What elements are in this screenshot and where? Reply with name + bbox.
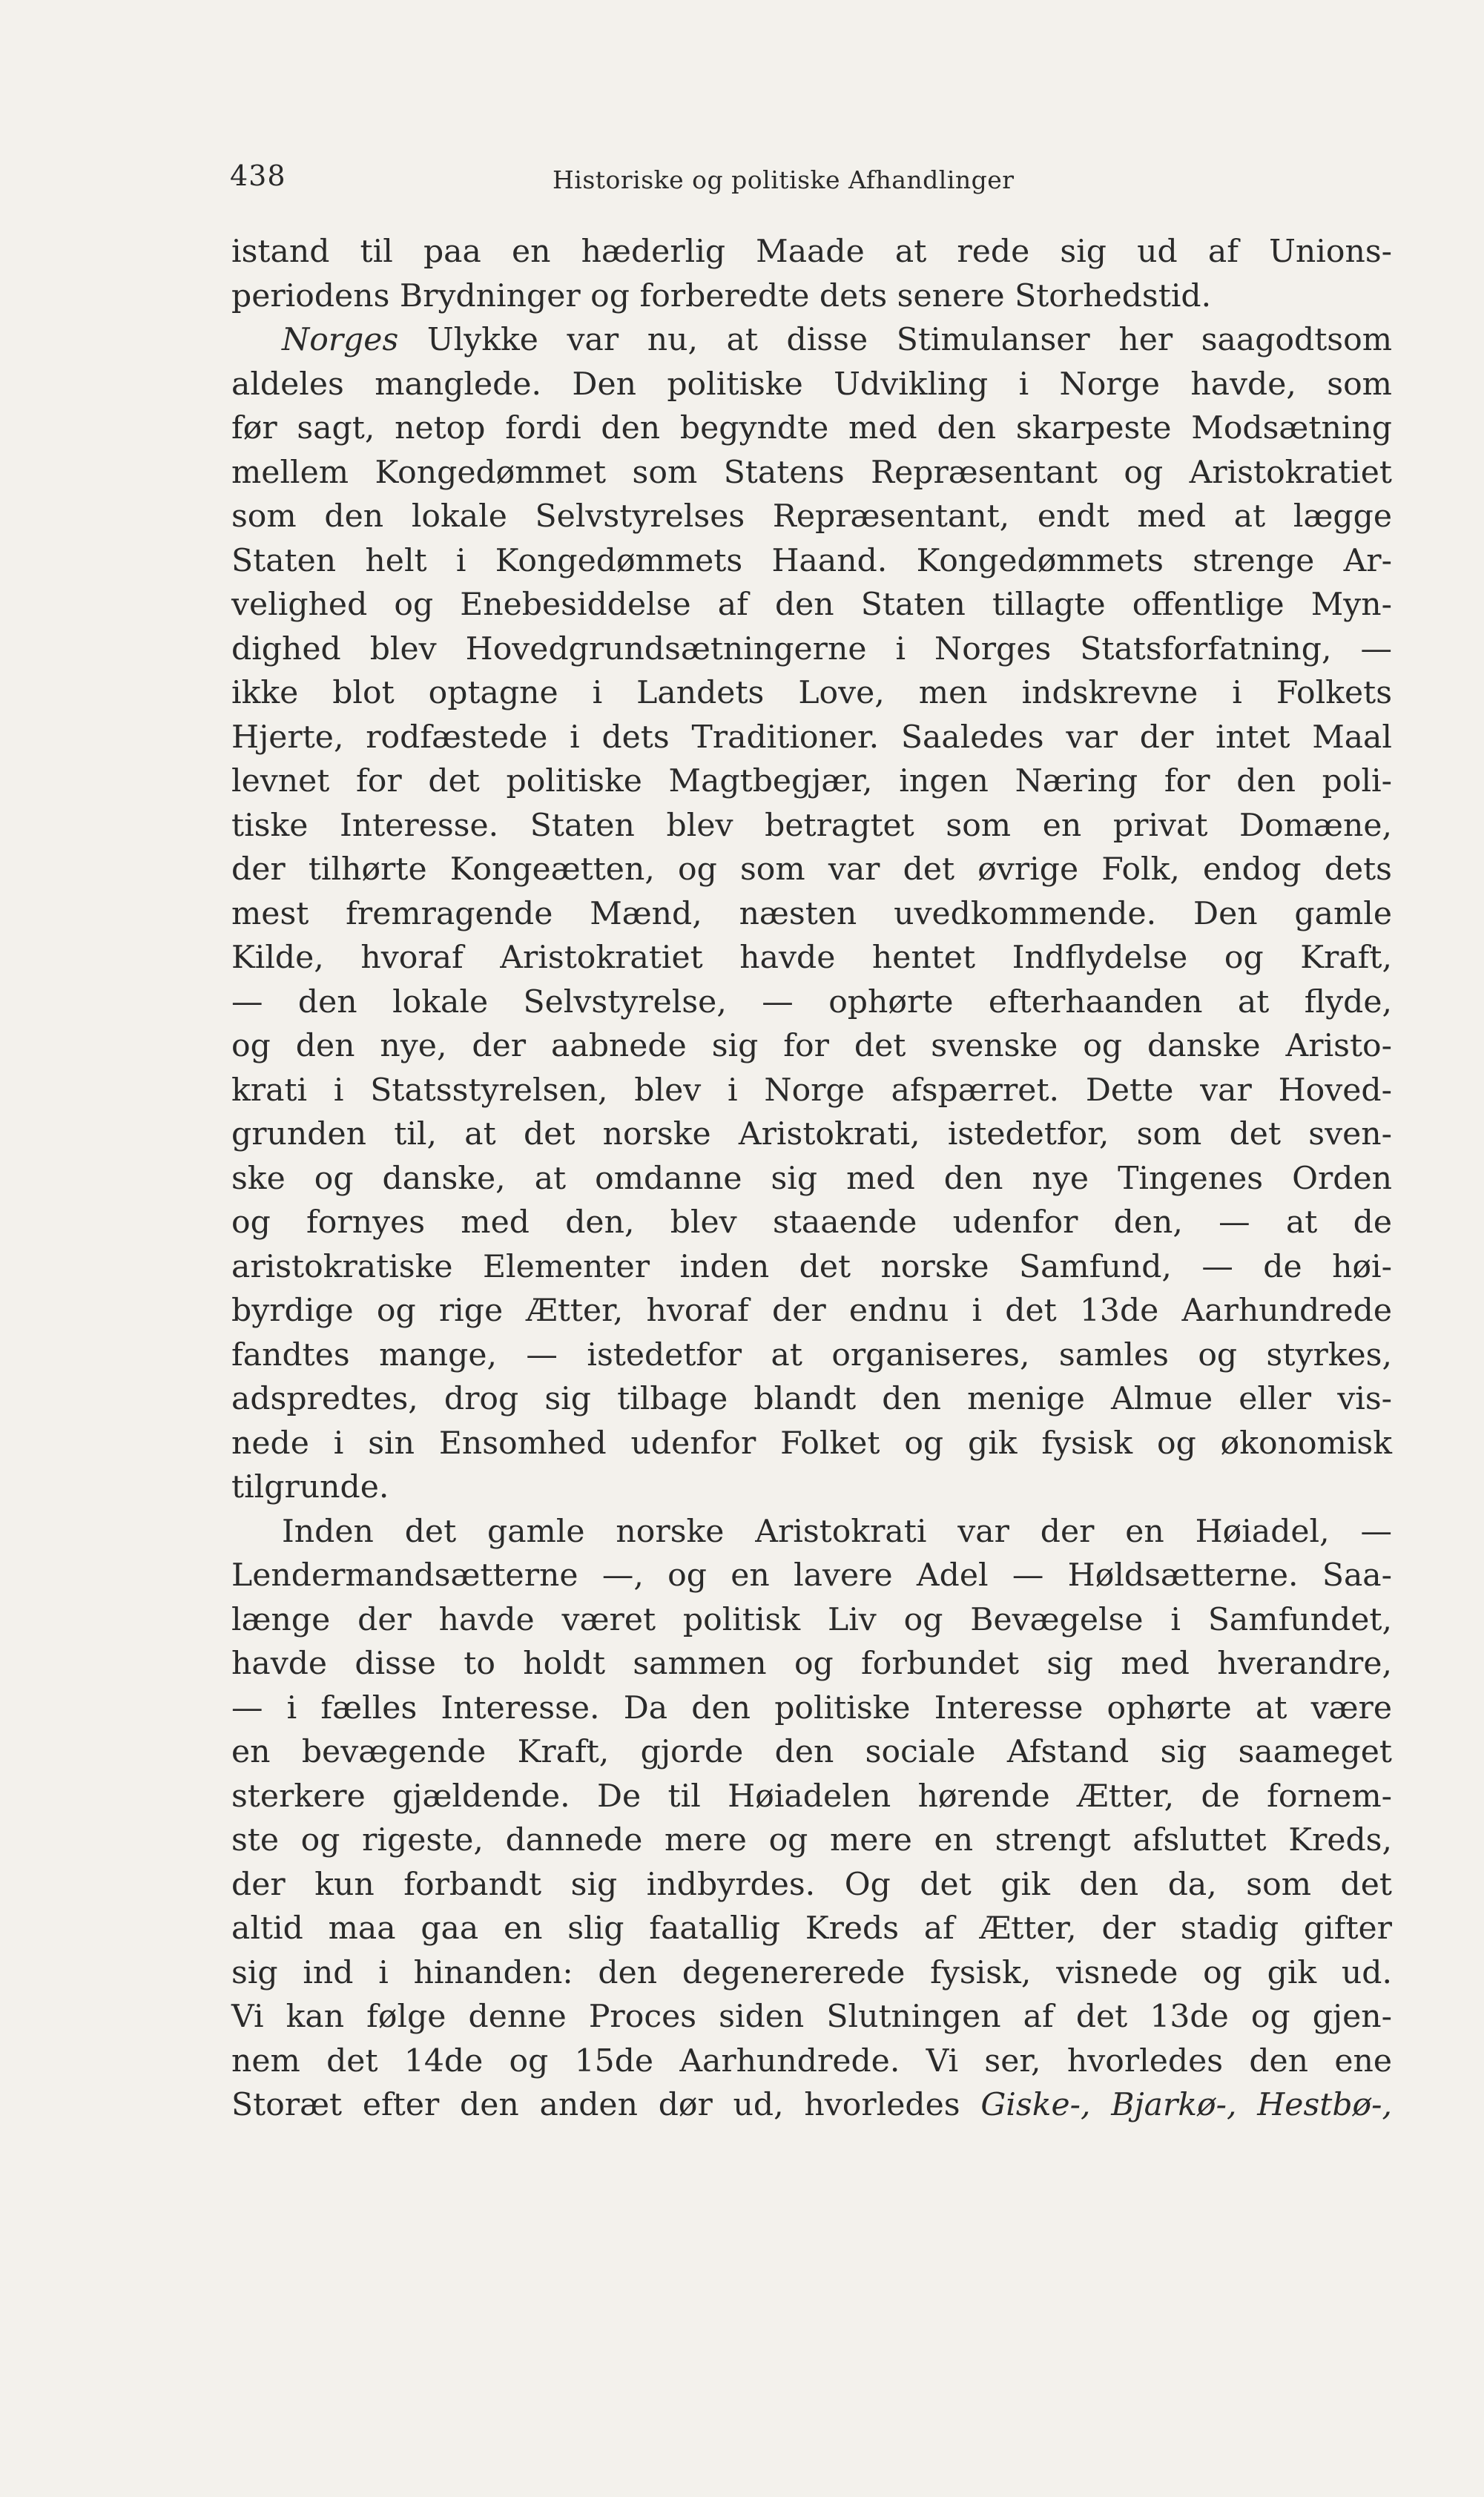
text-line — [231, 980, 1392, 1025]
text-segment: længe der havde været politisk Liv og Bevægelse i Samfundet, — [231, 1601, 1392, 1638]
text-segment: fandtes mange, — istedetfor at organiseres, samles og styrkes, — [231, 1336, 1392, 1373]
text-segment: aristokratiske Elementer inden det norske Samfund, — de høi- — [231, 1248, 1392, 1285]
text-line — [231, 1510, 1392, 1554]
text-line — [231, 1422, 1392, 1466]
text-segment: dighed blev Hovedgrundsætningerne i Norges Statsforfatning, — — [231, 630, 1392, 667]
text-segment: mest fremragende Mænd, næsten uvedkommende. Den gamle — [231, 895, 1392, 932]
text-segment: — i fælles Interesse. Da den politiske Interesse ophørte at være — [231, 1689, 1392, 1726]
text-line — [231, 1201, 1392, 1245]
text-line — [231, 1289, 1392, 1333]
text-segment: aldeles manglede. Den politiske Udvikling i Norge havde, som — [231, 366, 1392, 403]
text-segment: ste og rigeste, dannede mere og mere en strengt afsluttet Kreds, — [231, 1822, 1392, 1858]
text-segment: Storæt efter den anden dør ud, hvorledes — [231, 2087, 981, 2123]
text-line — [231, 1069, 1392, 1113]
text-segment: havde disse to holdt sammen og forbundet sig med hverandre, — [231, 1646, 1392, 1682]
text-line — [231, 1907, 1392, 1951]
text-line — [231, 759, 1392, 804]
text-line — [231, 1730, 1392, 1775]
text-segment: krati i Statsstyrelsen, blev i Norge afspærret. Dette var Hoved- — [231, 1072, 1392, 1109]
text-segment: mellem Kongedømmet som Statens Repræsentant og Aristokratiet — [231, 454, 1392, 491]
text-segment: istand til paa en hæderlig Maade at rede sig ud af Unions- — [231, 234, 1392, 270]
text-line — [231, 1465, 1392, 1510]
text-segment: adspredtes, drog sig tilbage blandt den menige Almue eller vis- — [231, 1381, 1392, 1417]
text-segment: sig ind i hinanden: den degenererede fysisk, visnede og gik ud. — [231, 1954, 1392, 1991]
text-line — [231, 892, 1392, 937]
text-segment: byrdige og rige Ætter, hvoraf der endnu i det 13de Aarhundrede — [231, 1293, 1392, 1329]
text-segment: og fornyes med den, blev staaende udenfor den, — at de — [231, 1204, 1392, 1241]
text-line — [231, 1598, 1392, 1643]
text-line — [231, 1863, 1392, 1907]
body-text — [231, 230, 1392, 2128]
text-line — [231, 2083, 1392, 2128]
text-line — [231, 451, 1392, 495]
text-line — [231, 539, 1392, 584]
text-line — [231, 1245, 1392, 1290]
text-segment: og den nye, der aabnede sig for det svenske og danske Aristo- — [231, 1028, 1392, 1064]
text-segment: ske og danske, at omdanne sig med den nye Tingenes Orden — [231, 1160, 1392, 1197]
text-segment: en bevægende Kraft, gjorde den sociale Afstand sig saameget — [231, 1734, 1392, 1770]
text-line — [231, 1554, 1392, 1598]
text-line — [231, 2039, 1392, 2084]
text-line — [231, 1995, 1392, 2039]
page-header — [230, 159, 1394, 204]
text-line — [231, 318, 1392, 363]
text-line — [231, 1642, 1392, 1686]
text-line — [231, 274, 1392, 319]
text-line — [231, 1818, 1392, 1863]
text-segment: Hjerte, rodfæstede i dets Traditioner. Saaledes var der intet Maal — [231, 719, 1392, 756]
text-segment: der kun forbandt sig indbyrdes. Og det gik den da, som det — [231, 1866, 1392, 1903]
text-line — [231, 583, 1392, 627]
text-segment: tiske Interesse. Staten blev betragtet som en privat Domæne, — [231, 807, 1392, 844]
text-segment: som den lokale Selvstyrelses Repræsentant, endt med at lægge — [231, 498, 1392, 535]
text-segment: Vi kan følge denne Proces siden Slutningen af det 13de og gjen- — [231, 1999, 1392, 2035]
text-line — [231, 406, 1392, 451]
italic-segment: Norges — [282, 322, 399, 358]
text-segment: Ulykke var nu, at disse Stimulanser her saagodtsom — [398, 322, 1392, 358]
text-segment: tilgrunde. — [231, 1469, 389, 1505]
text-segment: velighed og Enebesiddelse af den Staten tillagte offentlige Myn- — [231, 587, 1392, 623]
text-line — [231, 671, 1392, 716]
text-line — [231, 1686, 1392, 1731]
text-segment: grunden til, at det norske Aristokrati, istedetfor, som det sven- — [231, 1116, 1392, 1152]
text-line — [231, 936, 1392, 980]
text-segment: — den lokale Selvstyrelse, — ophørte efterhaanden at flyde, — [231, 983, 1392, 1020]
text-segment: nem det 14de og 15de Aarhundrede. Vi ser, hvorledes den ene — [231, 2042, 1392, 2079]
text-line — [231, 848, 1392, 892]
text-segment: sterkere gjældende. De til Høiadelen hørende Ætter, de fornem- — [231, 1778, 1392, 1815]
text-segment: Staten helt i Kongedømmets Haand. Kongedømmets strenge Ar- — [231, 542, 1392, 579]
text-line — [231, 627, 1392, 672]
text-segment: Inden det gamle norske Aristokrati var der en Høiadel, — — [282, 1513, 1392, 1550]
text-line — [231, 1775, 1392, 1819]
text-segment: Kilde, hvoraf Aristokratiet havde hentet Indflydelse og Kraft, — [231, 940, 1392, 976]
text-segment: altid maa gaa en slig faatallig Kreds af Ætter, der stadig gifter — [231, 1910, 1392, 1947]
text-line — [231, 230, 1392, 274]
text-line — [231, 1951, 1392, 1996]
running-title: Historiske og politiske Afhandlinger — [553, 165, 1015, 194]
text-line — [231, 1377, 1392, 1422]
text-segment: der tilhørte Kongeætten, og som var det øvrige Folk, endog dets — [231, 851, 1392, 888]
text-line — [231, 1333, 1392, 1378]
text-segment: før sagt, netop fordi den begyndte med den skarpeste Modsætning — [231, 410, 1392, 446]
italic-segment: Giske-, Bjarkø-, Hestbø-, — [980, 2087, 1393, 2123]
text-line — [231, 1024, 1392, 1069]
text-segment: levnet for det politiske Magtbegjær, ingen Næring for den poli- — [231, 763, 1392, 799]
text-line — [231, 804, 1392, 848]
text-segment: nede i sin Ensomhed udenfor Folket og gik fysisk og økonomisk — [231, 1425, 1392, 1462]
page-number: 438 — [230, 159, 286, 192]
text-segment: ikke blot optagne i Landets Love, men indskrevne i Folkets — [231, 675, 1392, 711]
text-segment: periodens Brydninger og forberedte dets senere Storhedstid. — [231, 277, 1212, 314]
text-line — [231, 1157, 1392, 1201]
text-segment: Lendermandsætterne —, og en lavere Adel — Høldsætterne. Saa- — [231, 1557, 1392, 1594]
text-line — [231, 495, 1392, 539]
text-line — [231, 716, 1392, 760]
text-line — [231, 1112, 1392, 1157]
text-line — [231, 363, 1392, 407]
